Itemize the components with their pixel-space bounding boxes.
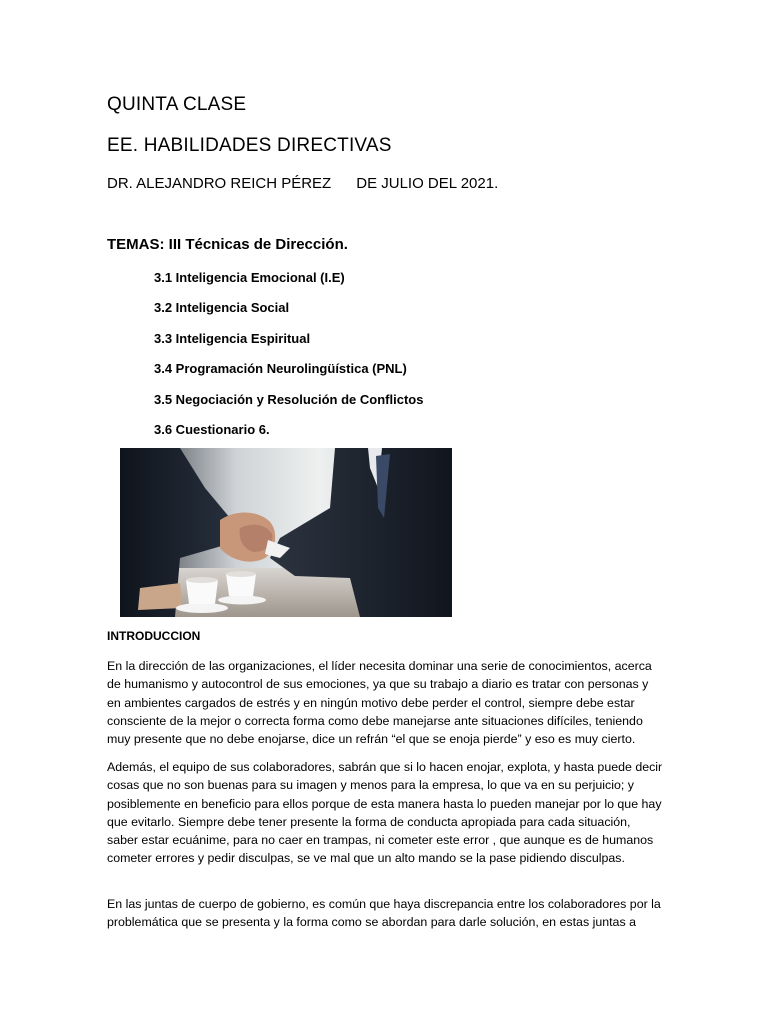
introduction-heading: INTRODUCCION <box>107 629 201 643</box>
author-name: DR. ALEJANDRO REICH PÉREZ <box>107 175 332 192</box>
paragraph: En la dirección de las organizaciones, el líder necesita dominar una serie de conocimientos, acerca de humanismo y autocontrol de sus emociones, ya que su trabajo a diario es tratar con personas y en ambientes cargados de estrés y en ningún motivo debe perder el control, siempre debe estar consciente de la mejor o correcta forma como debe manejarse ante situaciones difíciles, teniendo muy presente que no debe enojarse, dice un refrán “el que se enoja pierde” y eso es muy cierto. <box>107 659 652 747</box>
paragraph: En las juntas de cuerpo de gobierno, es común que haya discrepancia entre los colaboradores por la problemática que se presenta y la forma como se abordan para darle solución, en estas juntas a <box>107 897 661 930</box>
author-date-line <box>107 175 498 192</box>
handshake-photo <box>120 448 452 617</box>
topic-item: 3.3 Inteligencia Espiritual <box>154 330 311 346</box>
topic-item: 3.6 Cuestionario 6. <box>154 421 270 437</box>
topics-list <box>154 270 423 452</box>
title-line-2: EE. HABILIDADES DIRECTIVAS <box>107 135 392 156</box>
topic-item: 3.2 Inteligencia Social <box>154 300 290 316</box>
title-line-1: QUINTA CLASE <box>107 94 247 115</box>
topic-item: 3.5 Negociación y Resolución de Conflictos <box>154 391 424 407</box>
topic-item: 3.4 Programación Neurolingüística (PNL) <box>154 361 407 377</box>
topic-item: 3.1 Inteligencia Emocional (I.E) <box>154 270 345 285</box>
temas-heading: TEMAS: III Técnicas de Dirección. <box>107 236 348 253</box>
paragraph: Además, el equipo de sus colaboradores, sabrán que si lo hacen enojar, explota, y hasta puede decir cosas que no son buenas para su imagen y menos para la empresa, lo que va en su perjuicio; y posiblemente en beneficio para ellos porque de esta manera hasta lo pueden manejar por lo que hay que evitarlo. Siempre debe tener presente la forma de conducta apropiada para cada situación, saber estar ecuánime, para no caer en trampas, ni cometer este error , que aunque es de humanos cometer errores y pedir disculpas, se ve mal que un alto mando se la pase pidiendo disculpas. <box>107 760 663 866</box>
date-text: DE JULIO DEL 2021. <box>356 175 499 192</box>
